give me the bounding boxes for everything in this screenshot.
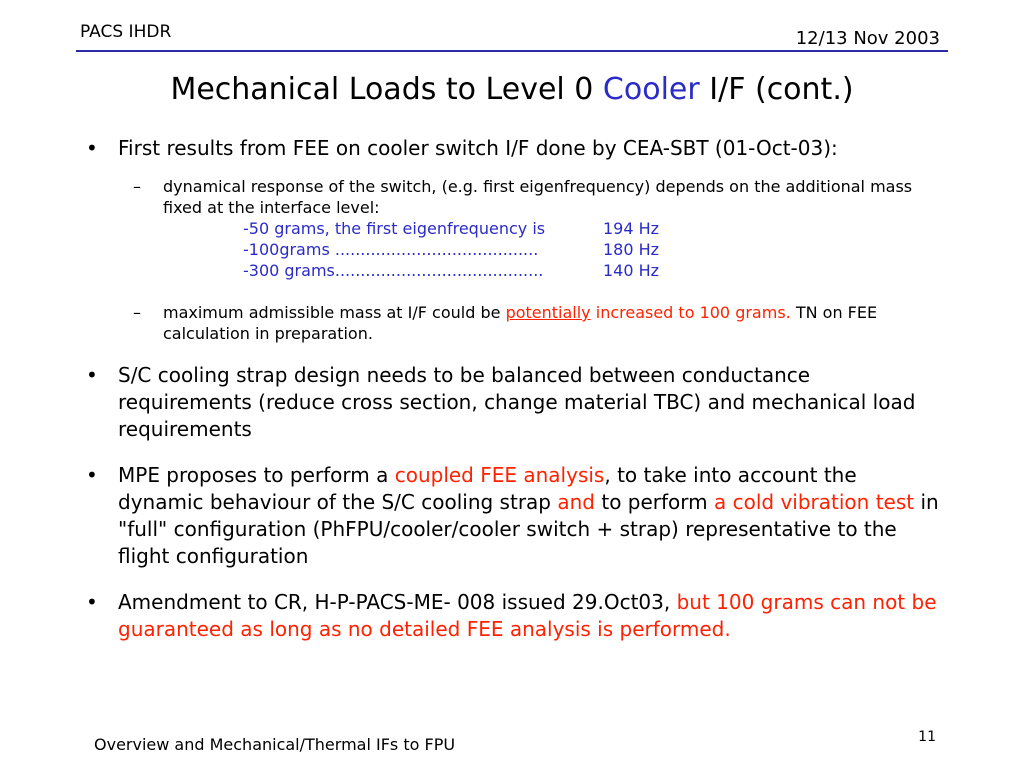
header-date: 12/13 Nov 2003: [795, 28, 940, 49]
title-part-1: Mechanical Loads to Level 0: [170, 72, 603, 107]
sub-bullet-2-red: increased to 100 grams.: [590, 303, 791, 322]
sub-bullet-2-part-2: TN on FEE calculation in preparation.: [163, 303, 878, 343]
sub-bullet-2-part-1: maximum admissible mass at I/F could be: [163, 303, 506, 322]
title-part-2: I/F (cont.): [699, 72, 854, 107]
bullet-marker-2: •: [86, 363, 98, 387]
bullet-3-part-1: MPE proposes to perform a: [118, 463, 395, 487]
title-highlight: Cooler: [602, 72, 700, 107]
freq-row-3-label: -300 grams.........................................: [243, 261, 544, 280]
freq-row-2-label: -100grams ........................................: [243, 240, 539, 259]
sub-bullet-2-underlined: potentially: [505, 303, 591, 322]
bullet-3-part-4: in "full" configuration (PhFPU/cooler/cooler switch + strap) representative to the flight configuration: [118, 490, 939, 568]
sub-bullet-marker-1: –: [133, 177, 141, 196]
bullet-marker-4: •: [86, 590, 98, 614]
freq-row-3-value: 140 Hz: [603, 261, 660, 280]
slide-title: [0, 72, 1024, 107]
bullet-3-part-2: , to take into account the dynamic behaviour of the S/C cooling strap: [118, 463, 857, 514]
freq-row-1: [243, 218, 660, 239]
sub-bullet-1-text: dynamical response of the switch, (e.g. first eigenfrequency) depends on the additional mass fixed at the interface level:: [163, 177, 913, 217]
freq-row-2-value: 180 Hz: [603, 240, 660, 259]
bullet-4-text: [118, 589, 943, 643]
bullet-4-red: but 100 grams can not be guaranteed as long as no detailed FEE analysis is performed.: [118, 590, 937, 641]
bullet-2-text: S/C cooling strap design needs to be balanced between conductance requirements (reduce cross section, change material TBC) and mechanical load requirements: [118, 363, 916, 441]
freq-row-1-value: 194 Hz: [603, 219, 660, 238]
header-divider: [76, 50, 948, 52]
bullet-3-red-3: a cold vibration test: [714, 490, 915, 514]
bullet-marker-1: •: [86, 136, 98, 160]
bullet-3-part-3: to perform: [595, 490, 715, 514]
freq-row-3: [243, 260, 660, 281]
bullet-3-text: [118, 462, 943, 570]
page-number: 11: [918, 729, 936, 745]
freq-row-2: [243, 239, 660, 260]
bullet-3-red-2: and: [557, 490, 595, 514]
sub-bullet-2-text: [163, 302, 923, 344]
footer-title: Overview and Mechanical/Thermal IFs to FPU: [94, 735, 456, 754]
sub-bullet-marker-2: –: [133, 303, 141, 322]
bullet-marker-3: •: [86, 463, 98, 487]
bullet-3-red-1: coupled FEE analysis: [394, 463, 605, 487]
freq-row-1-label: -50 grams, the first eigenfrequency is: [243, 219, 546, 238]
bullet-4-part-1: Amendment to CR, H-P-PACS-ME- 008 issued 29.Oct03,: [118, 590, 677, 614]
bullet-1-text: First results from FEE on cooler switch I/F done by CEA-SBT (01-Oct-03):: [118, 136, 838, 160]
header-left-label: PACS IHDR: [80, 22, 172, 42]
